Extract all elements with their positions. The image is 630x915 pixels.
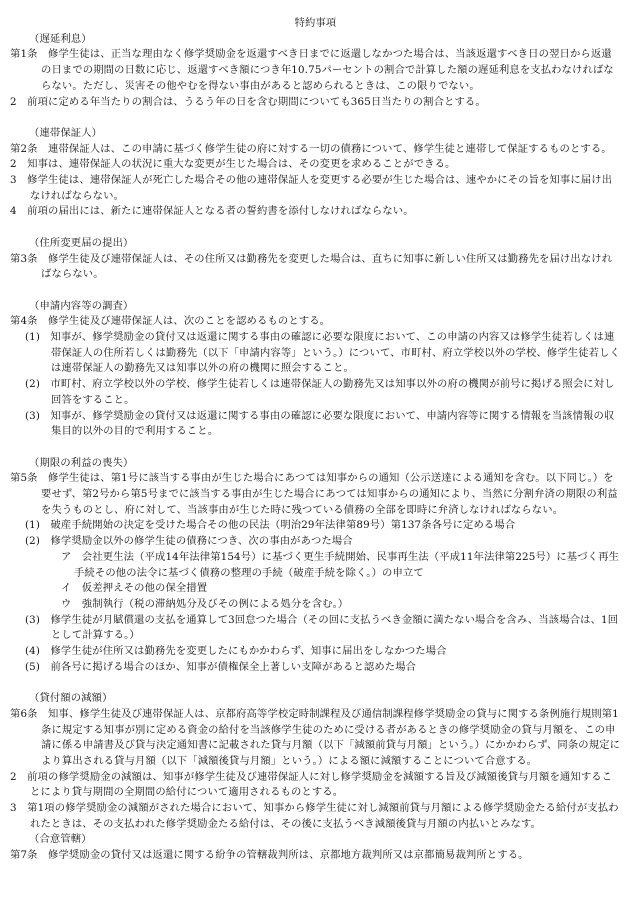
article-1-paragraph-2: 2 前項に定める年当たりの割合は、うるう年の日を含む期間についても365日当たりの割合とする。 [10, 95, 486, 108]
article-6-heading: （貸付額の減額） [29, 692, 113, 705]
article-4-paragraph-1: 第4条 修学生徒及び連帯保証人は、次のことを認めるものとする。 [10, 315, 331, 328]
article-4-item-2: (2) 市町村、府立学校以外の学校、修学生徒若しくは連帯保証人の勤務先又は知事以外の府の機関が前号に掲げる照会に対し回答をすること。 [25, 378, 615, 406]
document-title: 特約事項 [294, 17, 337, 29]
article-1-heading: （遅延利息） [29, 32, 92, 45]
article-6-paragraph-1: 第6条 知事、修学生徒及び連帯保証人は、京都府高等学校定時制課程及び通信制課程修学奨励金の貸与に関する条例施行規則第1条に規定する知事が別に定める資金の給付を当該修学生徒のために受ける者があるときの修学奨励金の貸与月額を、この申請に係る申請書及び貸与決定通知書に記載された貸与月額（以下「減額前貸与月額」という。）にかかわらず、同条の規定により算出される貸与月額（以下「減額後貸与月額」という。）による額に減額することについて合意する。 [10, 707, 621, 767]
article-2-paragraph-3: 3 修学生徒は、連帯保証人が死亡した場合その他の連帯保証人を変更する必要が生じた場合は、速やかにその旨を知事に届け出なければならない。 [10, 174, 613, 202]
article-4-item-1: (1) 知事が、修学奨励金の貸付又は返還に関する事由の確認に必要な限度において、この申請の内容又は修学生徒若しくは連帯保証人の住所若しくは勤務先（以下「申請内容等」という。）について、市町村、府立学校以外の学校、修学生徒若しくは連帯保証人の勤務先又は知事以外の府の機関に照会すること。 [25, 331, 621, 375]
article-7-paragraph-1: 第7条 修学奨励金の貸付又は返還に関する紛争の管轄裁判所は、京都地方裁判所又は京都簡易裁判所とする。 [10, 849, 529, 862]
article-4-heading: （申請内容等の調査） [29, 299, 134, 312]
article-5-item-1: (1) 破産手続開始の決定を受けた場合その他の民法（明治29年法律第89号）第137条各号に定める場合 [25, 519, 516, 532]
article-2-paragraph-1: 第2条 連帯保証人は、この申請に基づく修学生徒の府に対する一切の債務について、修学生徒と連帯して保証するものとする。 [10, 142, 612, 155]
article-6-paragraph-2: 2 前項の修学奨励金の減額は、知事が修学生徒及び連帯保証人に対し修学奨励金を減額する旨及び減額後貸与月額を通知することにより貸与期間の全期間の給付について適用されるものとする。 [10, 770, 613, 799]
article-5-subitem-u: ウ 強制執行（税の滞納処分及びその例による処分を含む。） [61, 597, 349, 610]
article-3-paragraph-1: 第3条 修学生徒及び連帯保証人は、その住所又は勤務先を変更した場合は、直ちに知事に新しい住所又は勤務先を届け出なければならない。 [10, 252, 613, 281]
article-5-item-2: (2) 修学奨励金以外の修学生徒の債務につき、次の事由があつた場合 [25, 535, 353, 548]
article-5-subitem-a: ア 会社更生法（平成14年法律第154号）に基づく更生手続開始、民事再生法（平成11年法律第225号）に基づく再生手続その他の法令に基づく債務の整理の手続（破産手続を除く。）の申立て [61, 550, 620, 579]
article-6-paragraph-3: 3 第1項の修学奨励金の減額がされた場合において、知事から修学生徒に対し減額前貸与月額による修学奨励金たる給付が支払われたときは、その支払われた修学奨励金たる給付は、その後に支払うべき減額後貸与月額の内払いとみなす。 [10, 802, 619, 830]
article-5-item-4: (4) 修学生徒が住所又は勤務先を変更したにもかかわらず、知事に届出をしなかつた場合 [25, 645, 447, 658]
article-2-paragraph-4: 4 前項の届出には、新たに連帯保証人となる者の誓約書を添付しなければならない。 [10, 205, 414, 218]
article-5-item-5: (5) 前各号に掲げる場合のほか、知事が債権保全上著しい支障があると認めた場合 [25, 660, 417, 673]
article-5-heading: （期限の利益の喪失） [29, 456, 134, 469]
article-7-heading: （合意管轄） [29, 833, 92, 846]
article-4-item-3: (3) 知事が、修学奨励金の貸付又は返還に関する事由の確認に必要な限度において、申請内容等に関する情報を当該情報の収集目的以外の目的で利用すること。 [25, 409, 615, 438]
article-5-item-3: (3) 修学生徒が月賦償還の支払を通算して3回怠つた場合（その回に支払うべき金額に満たない場合を含み、当該場合は、1回として計算する。） [25, 613, 619, 642]
article-2-heading: （連帯保証人） [29, 126, 103, 139]
article-1-paragraph-1: 第1条 修学生徒は、正当な理由なく修学奨励金を返還すべき日までに返還しなかつた場合は、当該返還すべき日の翌日から返還の日までの期間の日数に応じ、返還すべき額につき年10.75パーセントの割合で計算した額の遅延利息を支払わなければならない。ただし、災害その他やむを得ない事由があると認められるときは、この限りでない。 [10, 48, 614, 92]
article-3-heading: （住所変更届の提出） [29, 236, 134, 249]
article-2-paragraph-2: 2 知事は、連帯保証人の状況に重大な変更が生じた場合は、その変更を求めることができる。 [10, 158, 456, 171]
article-5-subitem-i: イ 仮差押えその他の保全措置 [61, 582, 208, 595]
article-5-paragraph-1: 第5条 修学生徒は、第1号に該当する事由が生じた場合にあつては知事からの通知（公示送達による通知を含む。以下同じ。）を要せず、第2号から第5号までに該当する事由が生じた場合にあつては知事からの通知により、当然に分割弁済の期限の利益を失うものとし、府に対して、当該事由が生じた時に残つている債務の全部を即時に弁済しなければならない。 [10, 472, 618, 516]
